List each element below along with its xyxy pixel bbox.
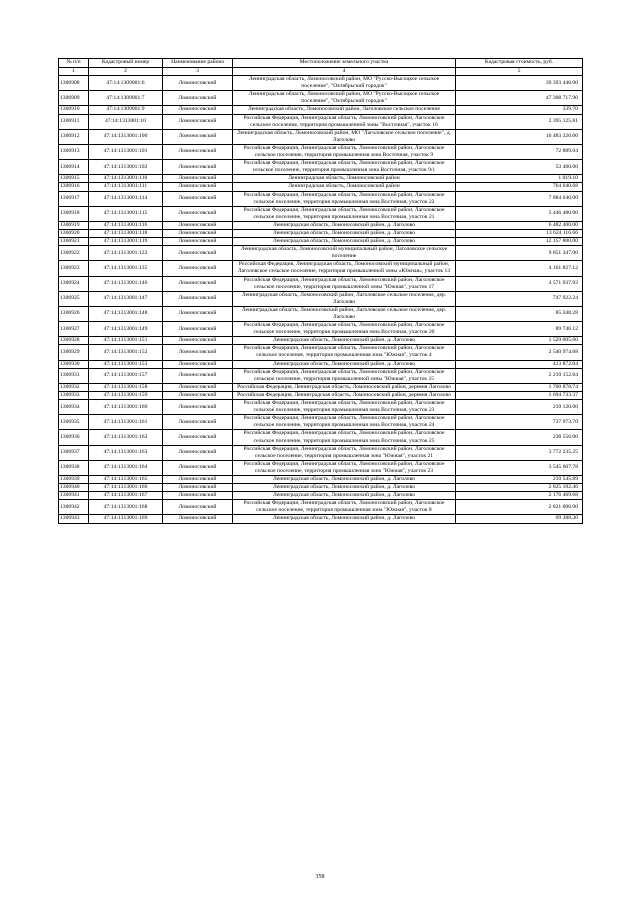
location-text: Российская Федерация, Ленинградская область, Ломоносовский район, Лаголовское сельское поселение, территория промышленной зоны "Южная", участок 15: [233, 368, 456, 383]
location-text: Ленинградская область, Ломоносовский район, д. Лаголово: [233, 238, 456, 246]
table-row: [59, 460, 583, 475]
location-text: Ленинградская область, Ломоносовский район: [233, 175, 456, 183]
location-text: Ленинградская область, Ломоносовский район, МО "Русско-Высоцкое сельское поселение", "Октябрьский городок": [233, 76, 456, 91]
row-number: 1306936: [59, 430, 89, 445]
col-header-value: Кадастровая стоимость, руб.: [456, 59, 583, 68]
row-number: 1306912: [59, 129, 89, 144]
table-row: [59, 345, 583, 360]
location-text: Российская Федерация, Ленинградская область, Ломоносовский район, Лаголовское сельское поселение, территория промышленная зона Восточная, участок 9: [233, 144, 456, 159]
district-name: Ломоносовский: [163, 484, 233, 492]
cadastral-number: 47:14:1313001:100: [89, 129, 163, 144]
column-number-row: [59, 68, 583, 76]
cadastral-value: 747 922.24: [456, 291, 583, 306]
cadastral-value: 1 019.10: [456, 175, 583, 183]
location-text: Российская Федерация, Ленинградская область, Ломоносовский район, Лаголовское сельское поселение, территория промышленной зоны "Восточная", участок 16: [233, 114, 456, 129]
location-text: Ленинградская область, Ломоносовский район, д. Лаголово: [233, 360, 456, 368]
cadastral-value: 13 624 116.66: [456, 229, 583, 237]
table-row: [59, 368, 583, 383]
cadastral-number: 47:14:1313001:148: [89, 306, 163, 321]
table-row: [59, 206, 583, 221]
location-text: Российская Федерация, Ленинградская область, Ломоносовский район, деревня Лаголово: [233, 391, 456, 399]
table-row: [59, 430, 583, 445]
page-number: 358: [315, 874, 325, 880]
location-text: Ленинградская область, Ломоносовский район, Лаголовское сельское поселение, дер. Лаголово: [233, 306, 456, 321]
cadastral-value: 6 482 400.00: [456, 221, 583, 229]
district-name: Ломоносовский: [163, 460, 233, 475]
table-body: [59, 76, 583, 523]
cadastral-value: 53 400.00: [456, 160, 583, 175]
row-number: 1306918: [59, 206, 89, 221]
district-name: Ломоносовский: [163, 291, 233, 306]
table-row: [59, 261, 583, 276]
cadastral-number: 47:14:1313001:115: [89, 206, 163, 221]
location-text: Ленинградская область, Ломоносовский муниципальный район, Лаголовское сельское поселение: [233, 246, 456, 261]
location-text: Ленинградская область, Ломоносовский район, д. Лаголово: [233, 492, 456, 500]
location-text: Российская Федерация, Ленинградская область, Ломоносовский район, Лаголовское сельское поселение, территория промышленная зона "Южная", участок 23: [233, 460, 456, 475]
cadastral-number: 47:14:1313001:163: [89, 445, 163, 460]
cadastral-value: 12 157 800.00: [456, 238, 583, 246]
table-row: [59, 106, 583, 114]
cadastral-value: 3 545 607.78: [456, 460, 583, 475]
table-row: [59, 360, 583, 368]
table-row: [59, 291, 583, 306]
col-number-5: 5: [456, 68, 583, 76]
location-text: Российская Федерация, Ленинградская область, Ломоносовский район, Лаголовское сельское поселение, территория промышленной зоны "Южная", участок 17: [233, 276, 456, 291]
location-text: Ленинградская область, Ломоносовский район, д. Лаголово: [233, 229, 456, 237]
cadastral-number: 47:14:1313001:146: [89, 276, 163, 291]
location-text: Ленинградская область, Ломоносовский район, д. Лаголово: [233, 475, 456, 483]
table-row: [59, 445, 583, 460]
cadastral-number: 47:14:1313001:110: [89, 175, 163, 183]
location-text: Ленинградская область, Ломоносовский район, МО "Русско-Высоцкое сельское поселение", "Октябрьский городок": [233, 91, 456, 106]
district-name: Ломоносовский: [163, 337, 233, 345]
cadastral-value: 2 825 182.46: [456, 484, 583, 492]
col-header-cadastral-number: Кадастровый номер: [89, 59, 163, 68]
row-number: 1306923: [59, 261, 89, 276]
location-text: Российская Федерация, Ленинградская область, Ломоносовский район, Лаголовское сельское поселение, территория промышленная зона Восточная, участок 22: [233, 191, 456, 206]
district-name: Ломоносовский: [163, 430, 233, 445]
row-number: 1306943: [59, 515, 89, 523]
cadastral-number: 47:14:1313001:169: [89, 515, 163, 523]
district-name: Ломоносовский: [163, 475, 233, 483]
cadastral-value: 3 772 235.25: [456, 445, 583, 460]
district-name: Ломоносовский: [163, 492, 233, 500]
location-text: Российская Федерация, Ленинградская область, Ломоносовский район, Лаголовское сельское поселение, территория промышленная зона "Южная", участок 21: [233, 445, 456, 460]
district-name: Ломоносовский: [163, 391, 233, 399]
district-name: Ломоносовский: [163, 191, 233, 206]
cadastral-value: 4 161 827.12: [456, 261, 583, 276]
table-header-row: [59, 59, 583, 68]
district-name: Ломоносовский: [163, 144, 233, 159]
location-text: Российская Федерация, Ленинградская область, Ломоносовский район, Лаголовское сельское поселение, территория промышленная зона Восточная, участок 20: [233, 322, 456, 337]
cadastral-value: 10 483 320.00: [456, 129, 583, 144]
cadastral-number: 47:14:1313001:168: [89, 500, 163, 515]
cadastral-number: 47:14:1309001:7: [89, 91, 163, 106]
location-text: Российская Федерация, Ленинградская область, Ломоносовский район, Лаголовское сельское поселение, территория промышленная зона "Южная", участок 4: [233, 345, 456, 360]
row-number: 1306931: [59, 368, 89, 383]
district-name: Ломоносовский: [163, 360, 233, 368]
cadastral-number: 47:14:1313001:122: [89, 246, 163, 261]
cadastral-value: 2 210 152.84: [456, 368, 583, 383]
row-number: 1306916: [59, 183, 89, 191]
location-text: Российская Федерация, Ленинградская область, Ломоносовский район, Лаголовское сельское поселение, территория промышленная зона Восточная, участок 9/1: [233, 160, 456, 175]
cadastral-number: 47:14:1313001:151: [89, 337, 163, 345]
district-name: Ломоносовский: [163, 383, 233, 391]
cadastral-number: 47:14:1313001:167: [89, 492, 163, 500]
district-name: Ломоносовский: [163, 183, 233, 191]
table-row: [59, 492, 583, 500]
cadastral-value: 2 540 974.68: [456, 345, 583, 360]
district-name: Ломоносовский: [163, 445, 233, 460]
cadastral-number: 47:14:1313001:119: [89, 238, 163, 246]
location-text: Ленинградская область, Ломоносовский район: [233, 183, 456, 191]
row-number: 1306914: [59, 160, 89, 175]
cadastral-value: 210 120.00: [456, 400, 583, 415]
cadastral-value: 1 694 733.37: [456, 391, 583, 399]
cadastral-number: 47:14:1313001:157: [89, 368, 163, 383]
location-text: Ленинградская область, Ломоносовский район, Лаголовское сельское поселение: [233, 106, 456, 114]
location-text: Российская Федерация, Ленинградская область, Ломоносовский район, Лаголовское сельское поселение, территория промышленная зона Восточная, участок 25: [233, 430, 456, 445]
district-name: Ломоносовский: [163, 238, 233, 246]
row-number: 1306910: [59, 106, 89, 114]
cadastral-number: 47:14:1313001:164: [89, 460, 163, 475]
cadastral-number: 47:14:1313001:149: [89, 322, 163, 337]
table-row: [59, 383, 583, 391]
row-number: 1306922: [59, 246, 89, 261]
location-text: Ленинградская область, Ломоносовский район, Лаголовское сельское поселение, дер. Лаголово: [233, 291, 456, 306]
row-number: 1306926: [59, 306, 89, 321]
table-row: [59, 229, 583, 237]
table-row: [59, 238, 583, 246]
location-text: Ленинградская область, Ломоносовский район, д. Лаголово: [233, 337, 456, 345]
cadastral-number: 47:14:1313001:114: [89, 191, 163, 206]
table-row: [59, 183, 583, 191]
table-row: [59, 91, 583, 106]
cadastral-number: 47:14:1313001:152: [89, 345, 163, 360]
table-row: [59, 191, 583, 206]
cadastral-number: 47:14:1313001:166: [89, 484, 163, 492]
row-number: 1306925: [59, 291, 89, 306]
district-name: Ломоносовский: [163, 415, 233, 430]
cadastral-number: 47:14:1313001:161: [89, 415, 163, 430]
cadastral-number: 47:14:1313001:111: [89, 183, 163, 191]
cadastral-number: 47:14:1313001:159: [89, 391, 163, 399]
cadastral-number: 47:14:1313001:102: [89, 160, 163, 175]
district-name: Ломоносовский: [163, 261, 233, 276]
cadastral-value: 47 308 717.90: [456, 91, 583, 106]
table-row: [59, 415, 583, 430]
table-row: [59, 500, 583, 515]
row-number: 1306935: [59, 415, 89, 430]
table-row: [59, 114, 583, 129]
table-row: [59, 400, 583, 415]
district-name: Ломоносовский: [163, 221, 233, 229]
district-name: Ломоносовский: [163, 76, 233, 91]
row-number: 1306939: [59, 475, 89, 483]
cadastral-value: 2 176 469.68: [456, 492, 583, 500]
row-number: 1306932: [59, 383, 89, 391]
col-header-number: № п/п: [59, 59, 89, 68]
district-name: Ломоносовский: [163, 345, 233, 360]
cadastral-value: 5 446 480.00: [456, 206, 583, 221]
row-number: 1306913: [59, 144, 89, 159]
cadastral-value: 339.70: [456, 106, 583, 114]
district-name: Ломоносовский: [163, 500, 233, 515]
district-name: Ломоносовский: [163, 229, 233, 237]
cadastral-value: 85 348.28: [456, 306, 583, 321]
cadastral-table: [58, 58, 583, 524]
cadastral-value: 238 556.00: [456, 430, 583, 445]
row-number: 1306930: [59, 360, 89, 368]
table-row: [59, 129, 583, 144]
row-number: 1306929: [59, 345, 89, 360]
cadastral-value: 7 884 640.00: [456, 191, 583, 206]
col-header-district: Наименование района: [163, 59, 233, 68]
row-number: 1306911: [59, 114, 89, 129]
location-text: Ленинградская область, Ломоносовский район, МО "Лаголовское сельское поселение", д. Лаголово: [233, 129, 456, 144]
cadastral-number: 47:14:1313001:160: [89, 400, 163, 415]
row-number: 1306927: [59, 322, 89, 337]
district-name: Ломоносовский: [163, 206, 233, 221]
district-name: Ломоносовский: [163, 175, 233, 183]
col-number-3: 3: [163, 68, 233, 76]
cadastral-value: 9 851 347.00: [456, 246, 583, 261]
cadastral-value: 210 545.89: [456, 475, 583, 483]
row-number: 1306917: [59, 191, 89, 206]
row-number: 1306920: [59, 229, 89, 237]
table-row: [59, 221, 583, 229]
cadastral-number: 47:14:1313001:116: [89, 221, 163, 229]
table-row: [59, 76, 583, 91]
table-row: [59, 322, 583, 337]
location-text: Российская Федерация, Ленинградская область, Ломоносовский район, деревня Лаголово: [233, 383, 456, 391]
cadastral-value: 1 529 005.60: [456, 337, 583, 345]
cadastral-value: 89 746.12: [456, 322, 583, 337]
location-text: Ленинградская область, Ломоносовский район, д. Лаголово: [233, 515, 456, 523]
table-row: [59, 160, 583, 175]
cadastral-value: 1 700 878.74: [456, 383, 583, 391]
cadastral-value: 2 821 000.00: [456, 500, 583, 515]
cadastral-number: 47:14:1309001:6: [89, 76, 163, 91]
location-text: Российская Федерация, Ленинградская область, Ломоносовский район, Лаголовское сельское поселение, территория промышленная зона Восточная, участок 24: [233, 415, 456, 430]
table-row: [59, 306, 583, 321]
table-row: [59, 515, 583, 523]
district-name: Ломоносовский: [163, 129, 233, 144]
location-text: Ленинградская область, Ломоносовский район, д. Лаголово: [233, 221, 456, 229]
district-name: Ломоносовский: [163, 246, 233, 261]
cadastral-number: 47:14:1313001:162: [89, 430, 163, 445]
cadastral-number: 47:14:1313001:147: [89, 291, 163, 306]
row-number: 1306919: [59, 221, 89, 229]
row-number: 1306908: [59, 76, 89, 91]
cadastral-value: 39 393 440.00: [456, 76, 583, 91]
cadastral-value: 2 395 125.81: [456, 114, 583, 129]
row-number: 1306938: [59, 460, 89, 475]
table-row: [59, 144, 583, 159]
location-text: Российская Федерация, Ленинградская область, Ломоносовский муниципальный район, Лаголовское сельское поселение, территория промышленной зоны «Южная», участок 13: [233, 261, 456, 276]
cadastral-value: 764 640.68: [456, 183, 583, 191]
location-text: Российская Федерация, Ленинградская область, Ломоносовский район, Лаголовское сельское поселение, территория промышленная зона Восточная, участок 21: [233, 206, 456, 221]
cadastral-number: 47:14:1313001:165: [89, 475, 163, 483]
row-number: 1306942: [59, 500, 89, 515]
district-name: Ломоносовский: [163, 515, 233, 523]
district-name: Ломоносовский: [163, 400, 233, 415]
table-row: [59, 246, 583, 261]
table-row: [59, 484, 583, 492]
district-name: Ломоносовский: [163, 276, 233, 291]
col-number-2: 2: [89, 68, 163, 76]
cadastral-number: 47:14:1313001:158: [89, 383, 163, 391]
cadastral-number: 47:14:1313001:101: [89, 144, 163, 159]
table-row: [59, 391, 583, 399]
location-text: Российская Федерация, Ленинградская область, Ломоносовский район, Лаголовское сельское поселение, территория промышленная зона "Южная", участок 8: [233, 500, 456, 515]
district-name: Ломоносовский: [163, 160, 233, 175]
cadastral-number: 47:14:1313001:153: [89, 360, 163, 368]
cadastral-value: 737 973.70: [456, 415, 583, 430]
district-name: Ломоносовский: [163, 114, 233, 129]
row-number: 1306909: [59, 91, 89, 106]
cadastral-number: 47:14:1309001:9: [89, 106, 163, 114]
cadastral-number: 47:14:1313001:10: [89, 114, 163, 129]
table-row: [59, 175, 583, 183]
row-number: 1306921: [59, 238, 89, 246]
cadastral-value: 69 388.30: [456, 515, 583, 523]
row-number: 1306924: [59, 276, 89, 291]
cadastral-value: 72 889.04: [456, 144, 583, 159]
col-number-1: 1: [59, 68, 89, 76]
table-row: [59, 337, 583, 345]
cadastral-number: 47:14:1313001:118: [89, 229, 163, 237]
row-number: 1306937: [59, 445, 89, 460]
row-number: 1306941: [59, 492, 89, 500]
district-name: Ломоносовский: [163, 91, 233, 106]
cadastral-number: 47:14:1313001:135: [89, 261, 163, 276]
row-number: 1306928: [59, 337, 89, 345]
district-name: Ломоносовский: [163, 368, 233, 383]
table-row: [59, 475, 583, 483]
location-text: Ленинградская область, Ломоносовский район, д. Лаголово: [233, 484, 456, 492]
cadastral-value: 413 872.04: [456, 360, 583, 368]
col-number-4: 4: [233, 68, 456, 76]
cadastral-value: 4 571 937.92: [456, 276, 583, 291]
row-number: 1306915: [59, 175, 89, 183]
col-header-location: Местоположение земельного участка: [233, 59, 456, 68]
district-name: Ломоносовский: [163, 106, 233, 114]
row-number: 1306933: [59, 391, 89, 399]
district-name: Ломоносовский: [163, 322, 233, 337]
location-text: Российская Федерация, Ленинградская область, Ломоносовский район, Лаголовское сельское поселение, территория промышленная зона Восточная, участок 23: [233, 400, 456, 415]
row-number: 1306934: [59, 400, 89, 415]
district-name: Ломоносовский: [163, 306, 233, 321]
row-number: 1306940: [59, 484, 89, 492]
table-row: [59, 276, 583, 291]
